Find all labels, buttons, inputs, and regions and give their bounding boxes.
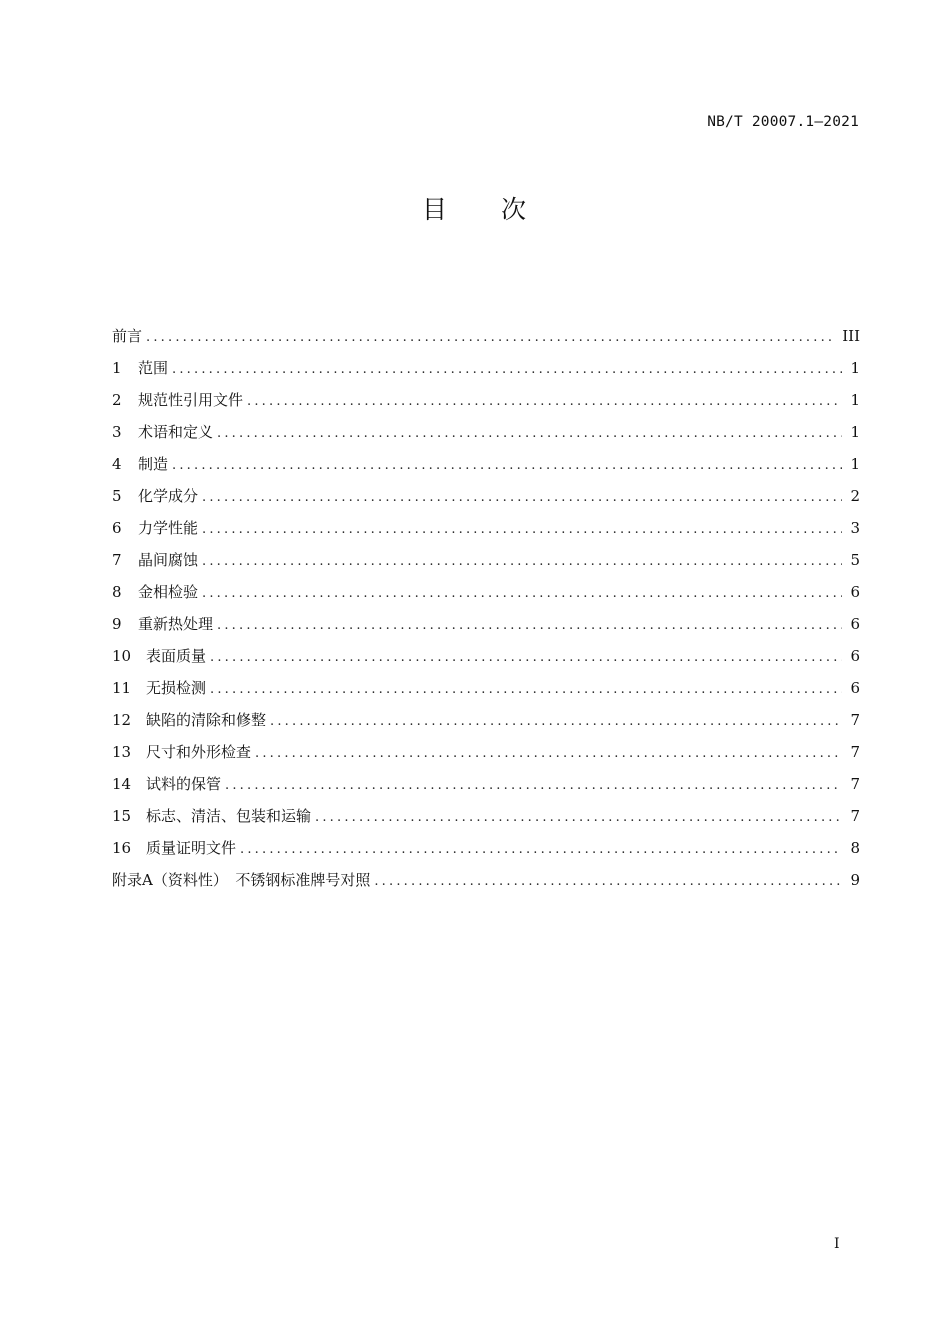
- toc-entry-6[interactable]: [112, 516, 860, 548]
- toc-leader-dots: [255, 742, 842, 766]
- toc-entry-label: 重新热处理: [138, 615, 214, 633]
- toc-entry-page: 7: [850, 711, 860, 729]
- toc-entry-4[interactable]: [112, 452, 860, 484]
- toc-entry-number: 12: [112, 711, 132, 729]
- toc-entry-page: III: [842, 327, 860, 345]
- toc-entry-label: 金相检验: [138, 583, 199, 601]
- toc-entry-page: 6: [850, 679, 860, 697]
- toc-entry-9[interactable]: [112, 612, 860, 644]
- title-char-2: 次: [501, 195, 529, 224]
- toc-entry-13[interactable]: [112, 740, 860, 772]
- toc-leader-dots: [146, 326, 834, 350]
- toc-entry-number: 9: [112, 615, 122, 633]
- toc-entry-label: 标志、清洁、包装和运输: [146, 807, 312, 825]
- toc-entry-page: 7: [850, 775, 860, 793]
- toc-entry-16[interactable]: [112, 836, 860, 868]
- document-code: NB/T 20007.1—2021: [707, 114, 859, 130]
- toc-entry-label: 化学成分: [138, 487, 199, 505]
- toc-entry-page: 8: [850, 839, 860, 857]
- toc-entry-label: 无损检测: [146, 679, 207, 697]
- toc-entry-number: 15: [112, 807, 132, 825]
- toc-entry-page: 1: [850, 391, 860, 409]
- toc-entry-14[interactable]: [112, 772, 860, 804]
- toc-entry-number: 11: [112, 679, 132, 697]
- toc-entry-number: 14: [112, 775, 132, 793]
- toc-entry-label: 尺寸和外形检查: [146, 743, 252, 761]
- toc-entry-label: 试料的保管: [146, 775, 222, 793]
- page-number: I: [834, 1236, 840, 1252]
- toc-entry-11[interactable]: [112, 676, 860, 708]
- toc-entry-page: 2: [850, 487, 860, 505]
- toc-entry-label: 质量证明文件: [146, 839, 237, 857]
- toc-entry-10[interactable]: [112, 644, 860, 676]
- toc-entry-number: 3: [112, 423, 122, 441]
- toc-entry-1[interactable]: [112, 356, 860, 388]
- toc-entry-number: 8: [112, 583, 122, 601]
- table-of-contents: [112, 324, 860, 900]
- toc-entry-number: 6: [112, 519, 122, 537]
- page-title: [0, 190, 950, 226]
- title-char-1: 目: [421, 195, 449, 224]
- toc-entry-number: 5: [112, 487, 122, 505]
- toc-entry-label: 缺陷的清除和修整: [146, 711, 267, 729]
- toc-entry-number: 4: [112, 455, 122, 473]
- toc-leader-dots: [172, 454, 842, 478]
- toc-leader-dots: [202, 518, 842, 542]
- toc-entry-number: 7: [112, 551, 122, 569]
- toc-entry-2[interactable]: [112, 388, 860, 420]
- toc-entry-number: 13: [112, 743, 132, 761]
- toc-entry-label: 晶间腐蚀: [138, 551, 199, 569]
- toc-entry-3[interactable]: [112, 420, 860, 452]
- toc-leader-dots: [247, 390, 842, 414]
- toc-leader-dots: [217, 614, 842, 638]
- toc-entry-number: 2: [112, 391, 122, 409]
- toc-entry-label: 前言: [112, 327, 143, 345]
- toc-leader-dots: [210, 678, 842, 702]
- toc-leader-dots: [240, 838, 842, 862]
- toc-entry-page: 6: [850, 647, 860, 665]
- toc-entry-appendix-a[interactable]: [112, 868, 860, 900]
- toc-entry-label: 力学性能: [138, 519, 199, 537]
- toc-entry-page: 6: [850, 615, 860, 633]
- toc-entry-5[interactable]: [112, 484, 860, 516]
- toc-leader-dots: [202, 486, 842, 510]
- toc-entry-label: 制造: [138, 455, 169, 473]
- toc-leader-dots: [225, 774, 842, 798]
- toc-entry-7[interactable]: [112, 548, 860, 580]
- toc-entry-8[interactable]: [112, 580, 860, 612]
- toc-entry-page: 6: [850, 583, 860, 601]
- toc-leader-dots: [374, 870, 842, 894]
- toc-entry-label: 术语和定义: [138, 423, 214, 441]
- toc-entry-number: 1: [112, 359, 122, 377]
- toc-entry-page: 9: [850, 871, 860, 889]
- toc-entry-page: 1: [850, 455, 860, 473]
- toc-entry-12[interactable]: [112, 708, 860, 740]
- toc-leader-dots: [217, 422, 842, 446]
- toc-entry-number: 10: [112, 647, 132, 665]
- toc-entry-label: 表面质量: [146, 647, 207, 665]
- toc-entry-page: 7: [850, 743, 860, 761]
- toc-leader-dots: [202, 582, 842, 606]
- toc-entry-15[interactable]: [112, 804, 860, 836]
- toc-entry-page: 7: [850, 807, 860, 825]
- toc-leader-dots: [270, 710, 842, 734]
- toc-entry-page: 1: [850, 423, 860, 441]
- toc-leader-dots: [202, 550, 842, 574]
- toc-entry-number: 16: [112, 839, 132, 857]
- toc-entry-page: 5: [850, 551, 860, 569]
- toc-entry-foreword[interactable]: [112, 324, 860, 356]
- toc-leader-dots: [315, 806, 842, 830]
- toc-entry-label: 规范性引用文件: [138, 391, 244, 409]
- toc-entry-page: 3: [850, 519, 860, 537]
- toc-entry-page: 1: [850, 359, 860, 377]
- toc-leader-dots: [172, 358, 842, 382]
- toc-entry-label: 范围: [138, 359, 169, 377]
- toc-entry-label: 附录A（资料性） 不锈钢标准牌号对照: [112, 871, 371, 889]
- toc-leader-dots: [210, 646, 842, 670]
